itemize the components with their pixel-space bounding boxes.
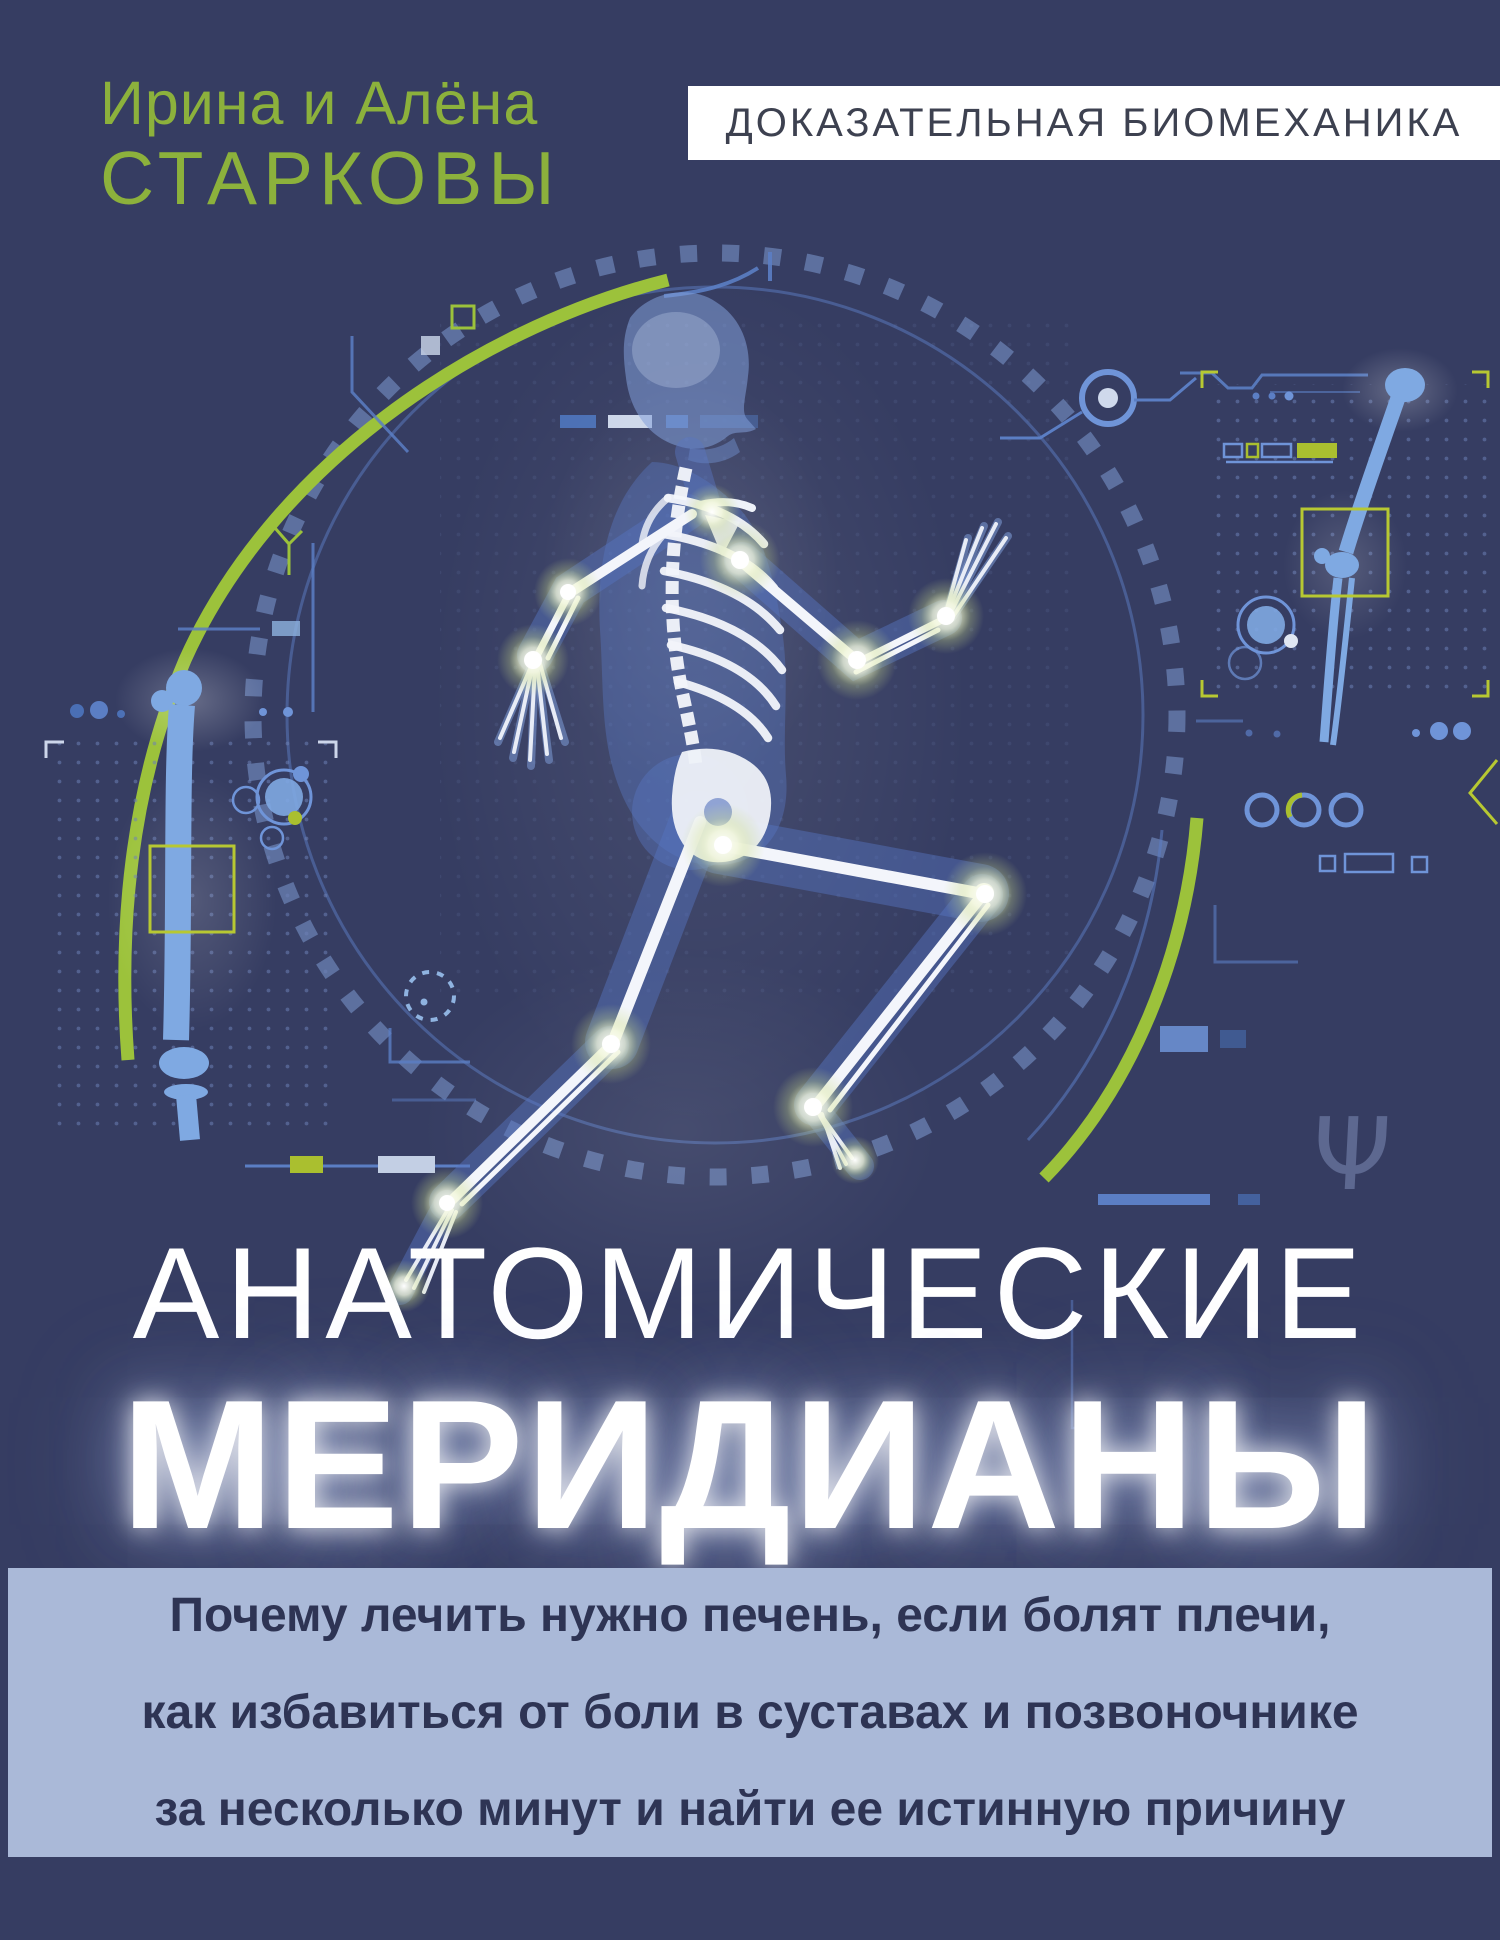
green-chevron-icon bbox=[1470, 760, 1497, 824]
hud-widgets-right bbox=[1196, 721, 1497, 962]
tagline-line-1: Почему лечить нужно печень, если болят плечи, bbox=[169, 1589, 1331, 1642]
author-surname: СТАРКОВЫ bbox=[100, 136, 561, 221]
left-xray-panel bbox=[46, 648, 338, 1140]
title-block bbox=[0, 1220, 1500, 1567]
publisher-psi-icon: Ψ bbox=[1308, 1096, 1394, 1213]
tagline-line-3: за несколько минут и найти ее истинную причину bbox=[154, 1783, 1346, 1836]
right-xray-panel bbox=[1202, 348, 1490, 745]
light-square-icon bbox=[421, 336, 440, 355]
tagline-band bbox=[8, 1568, 1492, 1857]
authors-block bbox=[100, 69, 561, 221]
title-line-1: АНАТОМИЧЕСКИЕ bbox=[132, 1220, 1368, 1366]
series-banner bbox=[688, 86, 1500, 160]
author-names: Ирина и Алёна bbox=[100, 69, 539, 137]
title-line-2: МЕРИДИАНЫ bbox=[120, 1361, 1380, 1567]
three-rings-icon bbox=[1247, 795, 1361, 825]
tagline-line-2: как избавиться от боли в суставах и позвоночнике bbox=[141, 1686, 1359, 1739]
blue-bar-icon bbox=[272, 621, 300, 636]
series-banner-label: ДОКАЗАТЕЛЬНАЯ БИОМЕХАНИКА bbox=[725, 100, 1463, 145]
